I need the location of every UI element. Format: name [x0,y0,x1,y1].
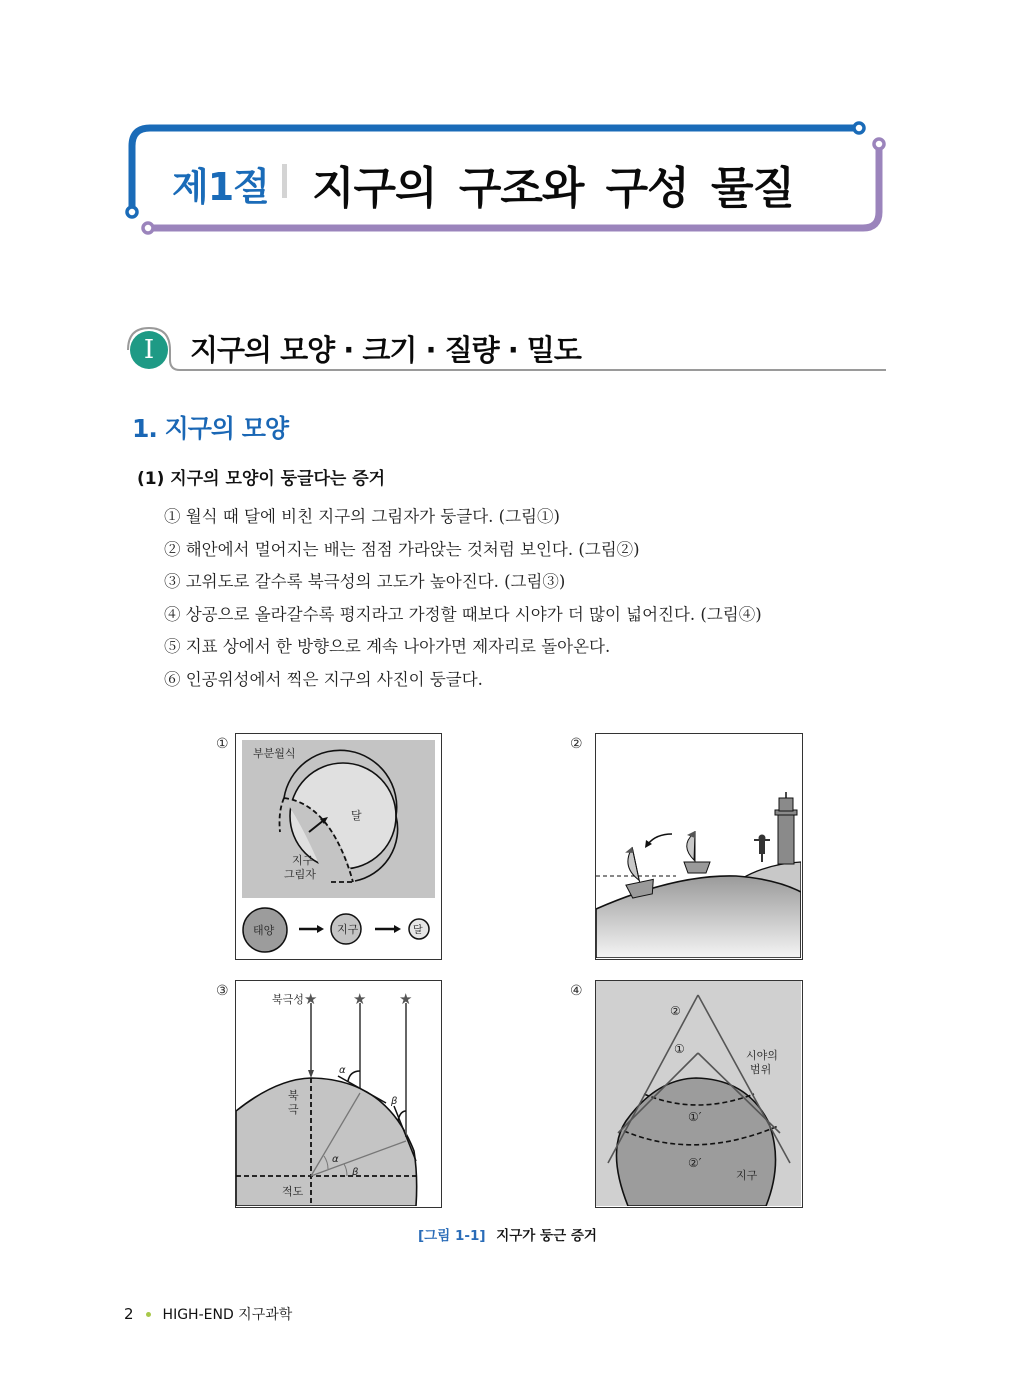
list-item: ④ 상공으로 올라갈수록 평지라고 가정할 때보다 시야가 더 많이 넓어진다. (그림④) [164,604,762,624]
chapter-divider [282,164,287,198]
alpha-top: α [339,1065,346,1076]
beta-top: β [391,1096,398,1107]
figure-1-lunar-eclipse [235,733,442,960]
list-item: ② 해안에서 멀어지는 배는 점점 가라앉는 것처럼 보인다. (그림②) [164,539,640,559]
figure-caption [418,1224,597,1244]
svg-text:★: ★ [304,990,318,1008]
list-item: ⑤ 지표 상에서 한 방향으로 계속 나아가면 제자리로 돌아온다. [164,637,611,656]
equator-label: 적도 [282,1185,304,1198]
section-heading [126,324,888,374]
range-2-label: ②′ [688,1156,702,1170]
earth-label: 지구 [736,1169,758,1182]
view-range-label-2: 범위 [750,1063,772,1076]
figure-3-label: ③ [216,983,229,999]
range-1-label: ①′ [688,1110,702,1124]
section-badge: I [143,335,155,365]
polaris-label: 북극성 [272,993,304,1006]
list-item: ③ 고위도로 갈수록 북극성의 고도가 높아진다. (그림③) [164,572,566,591]
list-item: ⑥ 인공위성에서 찍은 지구의 사진이 둥글다. [164,669,483,689]
book-title: HIGH-END 지구과학 [162,1307,293,1323]
north-pole-label-2: 극 [288,1103,299,1116]
figure-2-ships-horizon [595,733,803,960]
caption-number: [그림 1-1] [418,1228,486,1244]
svg-text:★: ★ [399,990,413,1008]
figure-4-label: ④ [570,983,583,999]
figure-1-label: ① [216,736,229,752]
list-item: ① 월식 때 달에 비친 지구의 그림자가 둥글다. (그림①) [164,507,560,526]
north-pole-label-1: 북 [288,1089,299,1102]
figure-3-polaris-altitude [235,980,442,1208]
topic-title: (1) 지구의 모양이 둥글다는 증거 [137,469,386,489]
page-number: 2 [124,1305,134,1323]
alpha-center: α [332,1154,339,1165]
chapter-banner [122,120,890,238]
shadow-label-1: 지구 [292,854,314,867]
chapter-number: 제1절 [172,165,269,209]
subsection-title: 1. 지구의 모양 [132,414,289,443]
earth-label: 지구 [337,923,359,936]
page-footer [124,1304,292,1324]
bullet-dot-icon [146,1312,151,1317]
moon-small-label: 달 [413,925,423,936]
figure-4-field-of-view [595,980,803,1208]
svg-text:★: ★ [353,990,367,1008]
moon-label: 달 [351,809,362,822]
caption-text: 지구가 둥근 증거 [496,1228,597,1244]
evidence-list [164,504,762,699]
section-title: 지구의 모양 · 크기 · 질량 · 밀도 [190,333,581,367]
beta-center: β [352,1167,359,1178]
height-2-label: ② [670,1004,681,1018]
shadow-label-2: 그림자 [284,868,316,881]
eclipse-title: 부분월식 [253,747,296,760]
height-1-label: ① [674,1042,685,1056]
figure-2-label: ② [570,736,583,752]
sun-label: 태양 [253,924,275,937]
chapter-title: 지구의 구조와 구성 물질 [312,163,794,214]
view-range-label-1: 시야의 [746,1049,778,1062]
